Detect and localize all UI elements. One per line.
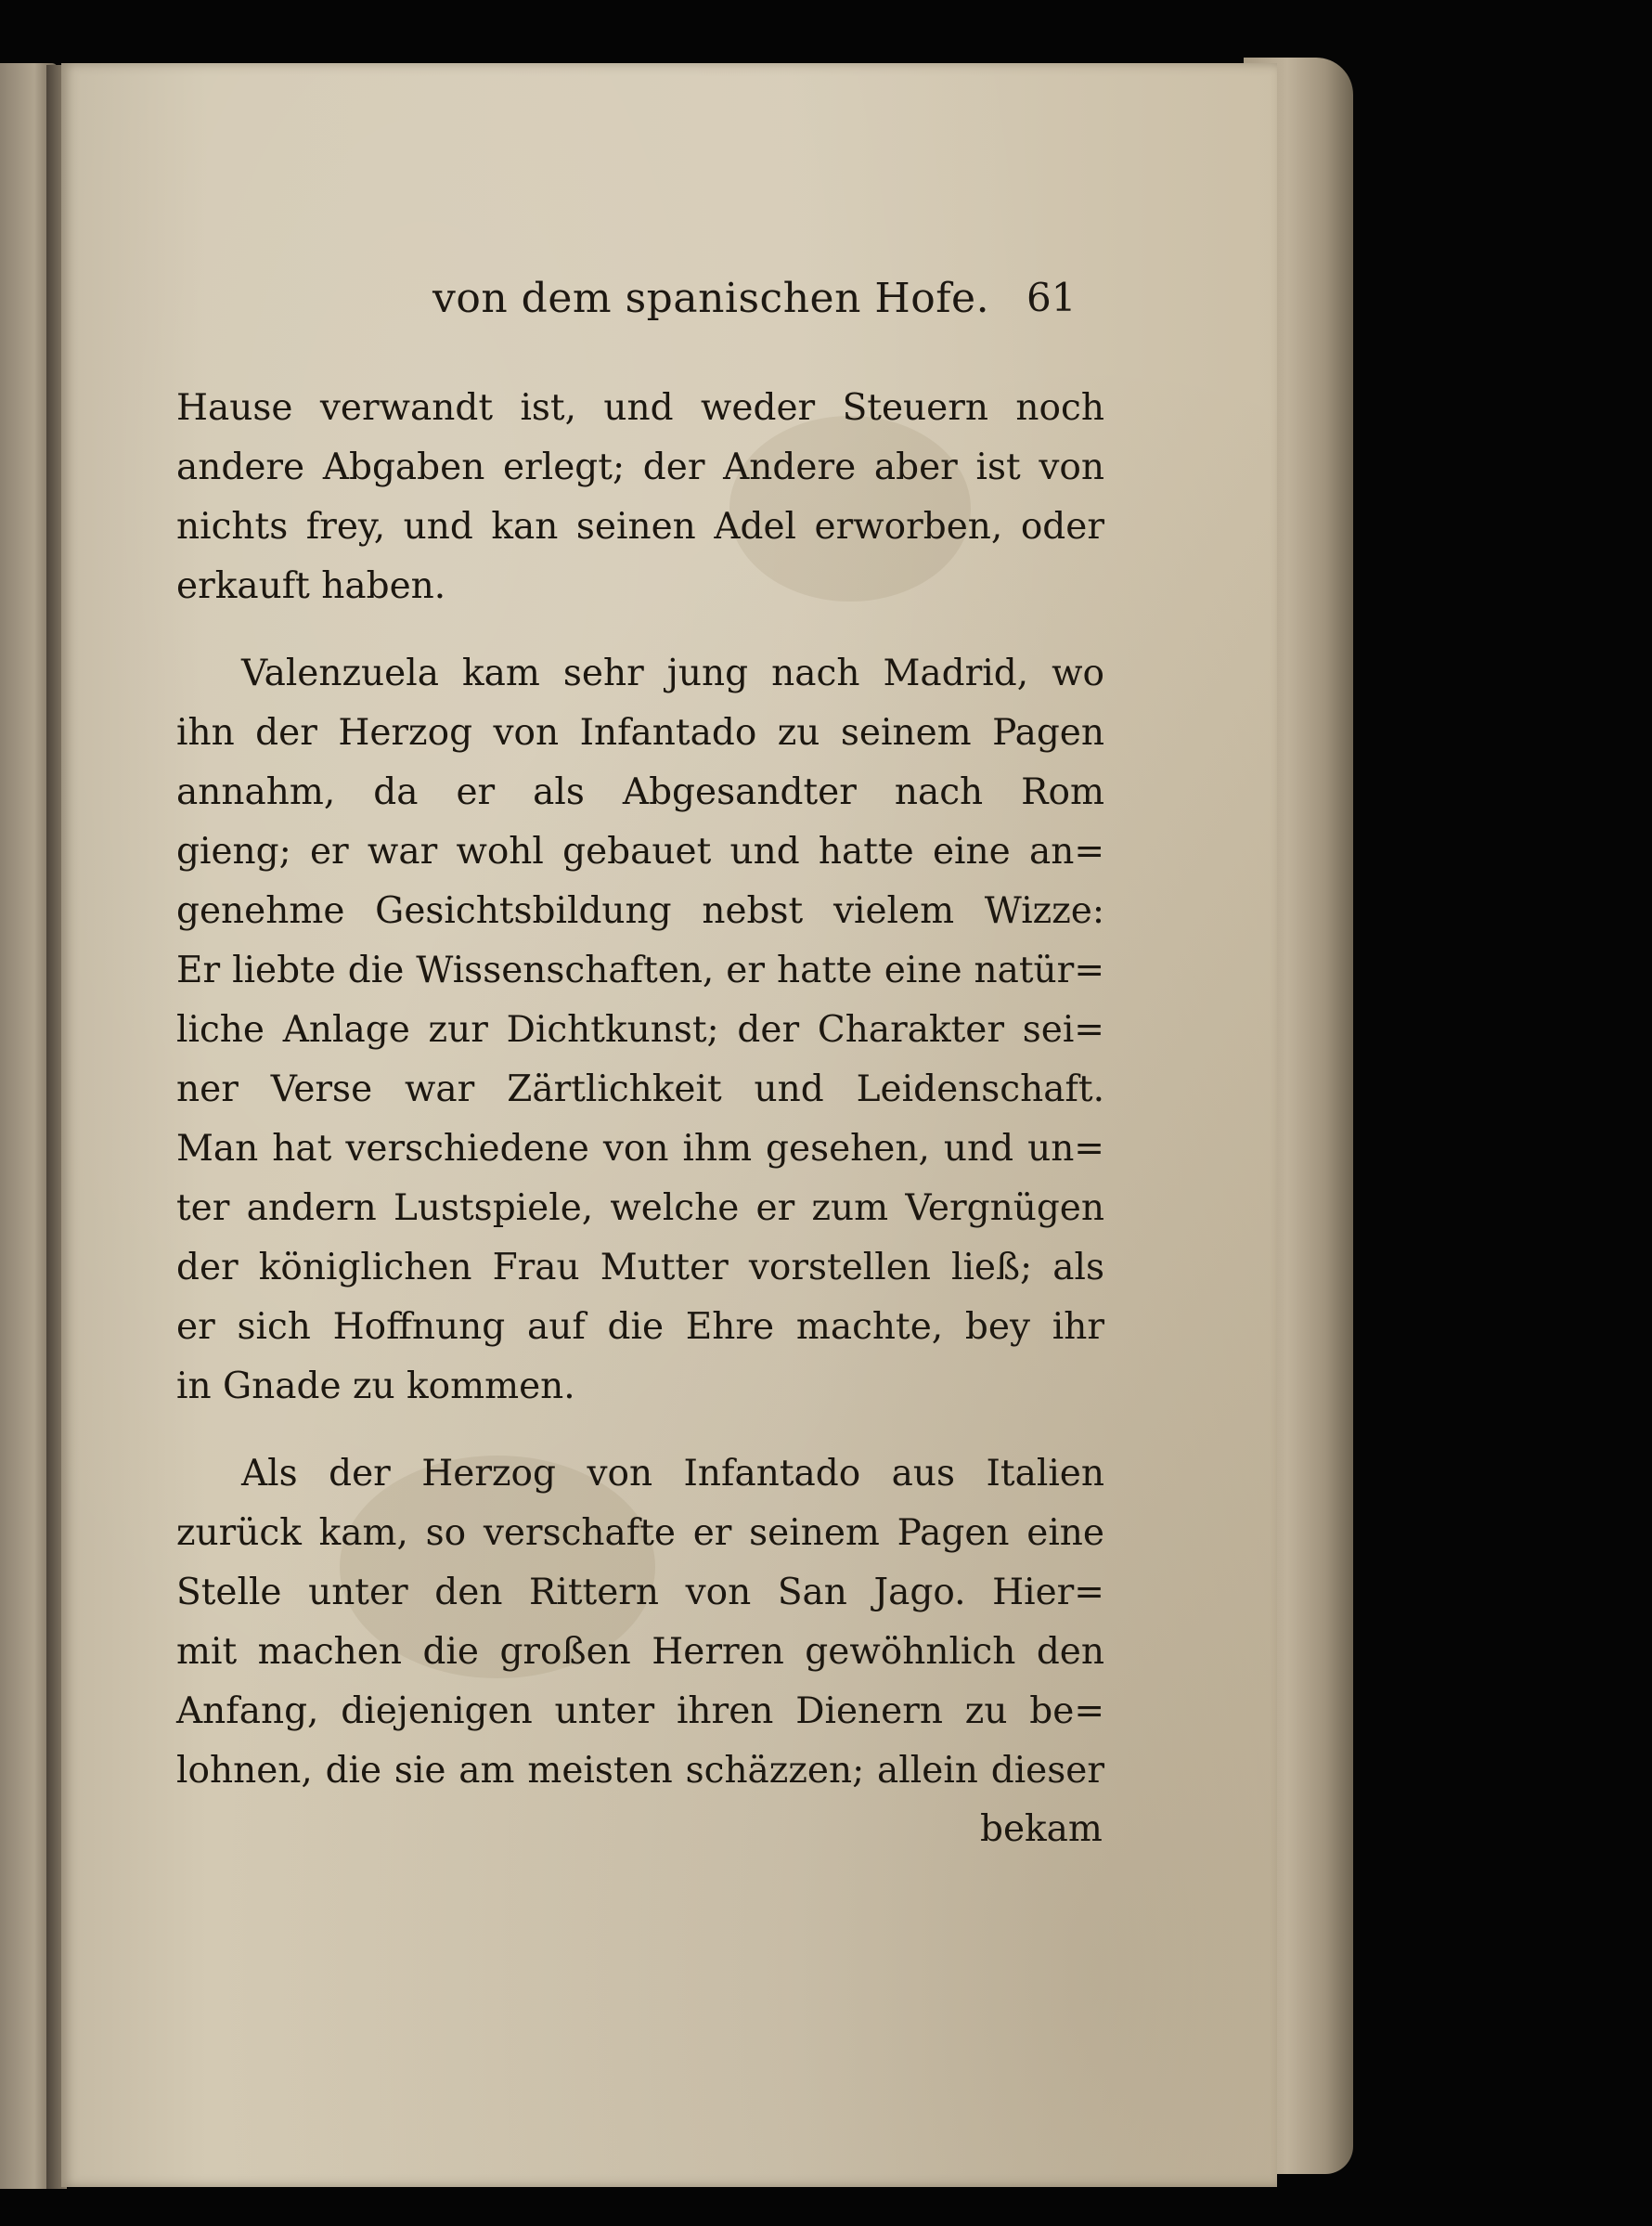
catchword: bekam: [980, 1808, 1103, 1850]
paragraph: [176, 1444, 1104, 1801]
text-line: zurück kam, so verschafte er seinem Pagen eine: [176, 1512, 1104, 1554]
text-line: lohnen, die sie am meisten schäzzen; allein dieser: [176, 1750, 1104, 1792]
text-line: andere Abgaben erlegt; der Andere aber ist von: [176, 446, 1104, 488]
text-line: Man hat verschiedene von ihm gesehen, und un=: [176, 1128, 1104, 1170]
text-line: Als der Herzog von Infantado aus Italien: [241, 1453, 1104, 1495]
text-line: Valenzuela kam sehr jung nach Madrid, wo: [241, 653, 1104, 694]
text-line: erkauft haben.: [176, 565, 446, 607]
paragraph: [176, 379, 1104, 616]
text-line: ner Verse war Zärtlichkeit und Leidenschaft.: [176, 1068, 1104, 1110]
text-line: Stelle unter den Rittern von San Jago. Hier=: [176, 1572, 1104, 1613]
text-line: in Gnade zu kommen.: [176, 1365, 575, 1407]
text-line: annahm, da er als Abgesandter nach Rom: [176, 771, 1104, 813]
text-line: ter andern Lustspiele, welche er zum Vergnügen: [176, 1187, 1104, 1229]
text-line: ihn der Herzog von Infantado zu seinem Pagen: [176, 712, 1104, 754]
text-line: nichts frey, und kan seinen Adel erworben, oder: [176, 506, 1104, 548]
text-line: der königlichen Frau Mutter vorstellen ließ; als: [176, 1247, 1104, 1288]
text-line: genehme Gesichtsbildung nebst vielem Wizze:: [176, 890, 1104, 932]
text-line: mit machen die großen Herren gewöhnlich den: [176, 1631, 1104, 1673]
page-number: 61: [1026, 275, 1077, 320]
body-text: [176, 379, 1104, 1801]
text-line: Anfang, diejenigen unter ihren Dienern zu be=: [176, 1690, 1104, 1732]
running-head: [191, 275, 1119, 340]
paragraph: [176, 644, 1104, 1417]
text-line: er sich Hoffnung auf die Ehre machte, bey ihr: [176, 1306, 1104, 1348]
text-line: gieng; er war wohl gebauet und hatte eine an=: [176, 831, 1104, 873]
book-page: [61, 63, 1277, 2187]
running-title: von dem spanischen Hofe.: [432, 275, 990, 322]
text-line: Er liebte die Wissenschaften, er hatte eine natür=: [176, 950, 1104, 991]
text-line: Hause verwandt ist, und weder Steuern noch: [176, 387, 1104, 429]
text-line: liche Anlage zur Dichtkunst; der Charakter sei=: [176, 1009, 1104, 1051]
